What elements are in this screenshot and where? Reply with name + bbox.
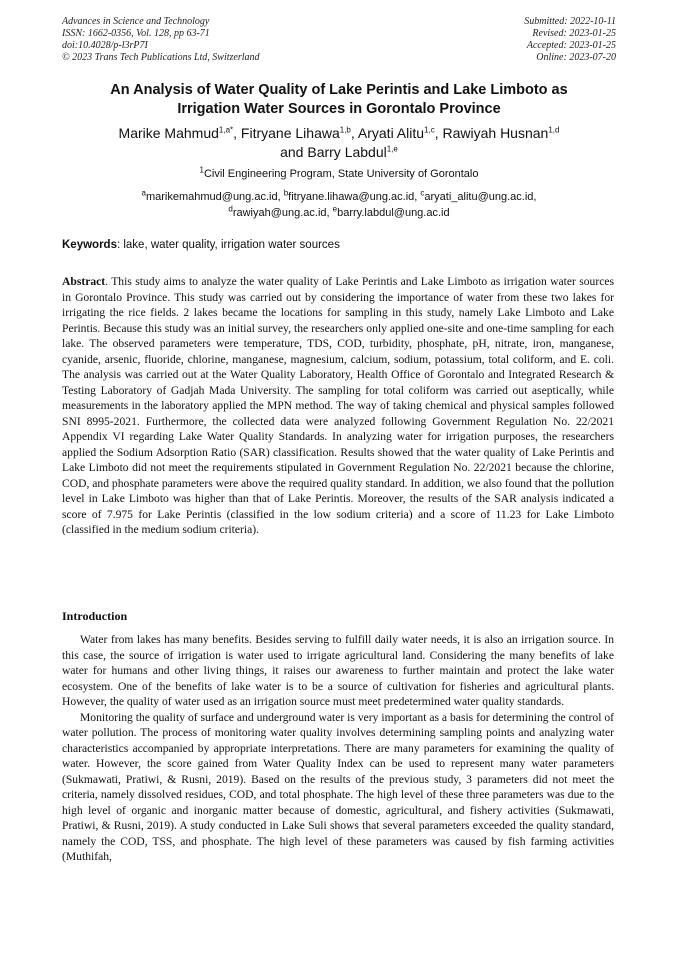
- abstract-label: Abstract: [62, 275, 106, 288]
- affiliation-sup: 1: [199, 165, 204, 175]
- email-sup: c: [420, 188, 425, 198]
- journal-doi: doi:10.4028/p-l3rP7I: [62, 40, 148, 51]
- author-sup: 1,b: [339, 125, 351, 135]
- author-sup: 1,c: [424, 125, 435, 135]
- author-name: Aryati Alitu: [357, 125, 425, 141]
- author-name: Rawiyah Husnan: [442, 125, 549, 141]
- title-line-2: Irrigation Water Sources in Gorontalo Province: [177, 101, 501, 117]
- journal-copyright: © 2023 Trans Tech Publications Ltd, Switzerland: [62, 52, 260, 63]
- author-name: Marike Mahmud: [118, 125, 219, 141]
- author-sup: 1,e: [386, 144, 398, 154]
- author-list: Marike Mahmud$^{1,a*}$, Fitryane Lihawa$^{1,b}$, Aryati Alitu$^{1,c}$, Rawiyah Husnan$^{1,d}$ and Barry Labdul$^{1,e}$: [118, 125, 560, 160]
- keywords-text: : lake, water quality, irrigation water sources: [116, 239, 340, 251]
- introduction-heading: Introduction: [62, 609, 128, 623]
- email-link[interactable]: aryati_alitu@ung.ac.id,: [424, 191, 537, 203]
- paragraph: Monitoring the quality of surface and underground water is very important as a basis for determining the control of water pollution. The process of monitoring water quality involves determining sampling points and analyzing water characteristics accompanied by appropriate interpretations. There are many parameters for examining the quality of water. However, the score gained from Water Quality Index can be used to represent many water parameters (Sukmawati, Pratiwi, & Rusni, 2019). Based on the results of the previous study, 3 parameters did not meet the criteria, namely dissolved residues, COD, and total phosphate. The high level of these three parameters was due to the high level of organic and inorganic matter because of domestic, agricultural, and fishery activities (Sukmawati, Pratiwi, & Rusni, 2019). A study conducted in Lake Suli shows that several parameters exceeded the quality standard, namely the COD, TSS, and phosphate. The high level of these parameters was caused by fish farming activities (Muthifah,: [62, 710, 614, 863]
- date-revised: Revised: 2023-01-25: [532, 28, 616, 39]
- date-submitted: Submitted: 2022-10-11: [524, 16, 616, 27]
- journal-header-left: [62, 16, 260, 64]
- paper-title: [62, 81, 616, 119]
- date-accepted: Accepted: 2023-01-25: [526, 40, 616, 51]
- author-emails: [62, 189, 616, 221]
- affiliation-text: Civil Engineering Program, State University of Gorontalo: [203, 168, 479, 180]
- abstract-text: . This study aims to analyze the water quality of Lake Perintis and Lake Limboto as irrigation water sources in Gorontalo Province. This study was carried out by considering the importance of water from these two lakes for irrigating the rice fields. 2 lakes became the locations for sampling in this study, namely Lake Limboto and Lake Perintis. Because this study was an initial survey, the researchers only applied one-site and one-time sampling for each lake. The observed parameters were temperature, TDS, COD, turbidity, phosphate, pH, nitrate, iron, manganese, cyanide, arsenic, fluoride, chlorine, manganese, magnesium, calcium, sodium, potassium, total coliform, and E. coli. The analysis was carried out at the Water Quality Laboratory, Health Office of Gorontalo and Integrated Research & Testing Laboratory of Gadjah Mada University. The sampling for total coliform was carried out aseptically, while measurements in the laboratory applied the MPN method. The way of taking chemical and physical samples followed SNI 8995-2021. Furthermore, the collected data were analyzed following Government Regulation No. 22/2021 Appendix VI regarding Lake Water Quality Standards. In analyzing water for irrigation purposes, the researchers applied the Sodium Adsorption Ratio (SAR) classification. Results showed that the water quality of Lake Perintis and Lake Limboto did not meet the requirements stipulated in Government Regulation No. 22/2021 because the chlorine, COD, and phosphate parameters were above the required quality standard. In addition, we also found that the pollution level in Lake Limboto was higher than that of Lake Perintis. Moreover, the results of the SAR analysis indicated a score of 7.975 for Lake Perintis (classified in the low sodium criteria) and a score of 11.23 for Lake Limboto (classified in the medium sodium criteria).: [62, 275, 614, 536]
- affiliation: [62, 167, 616, 181]
- author-name: Barry Labdul: [307, 144, 387, 160]
- email-link[interactable]: marikemahmud@ung.ac.id,: [145, 191, 281, 203]
- introduction-body: [62, 632, 614, 865]
- email-sup: a: [141, 188, 146, 198]
- title-line-1: An Analysis of Water Quality of Lake Perintis and Lake Limboto as: [110, 82, 568, 98]
- email-link[interactable]: barry.labdul@ung.ac.id: [337, 207, 450, 219]
- author-name: Fitryane Lihawa: [240, 125, 340, 141]
- keywords: [62, 238, 616, 252]
- email-sup: e: [332, 204, 338, 214]
- author-sup: 1,d: [548, 125, 560, 135]
- keywords-label: Keywords: [62, 239, 117, 251]
- journal-issn: ISSN: 1662-0356, Vol. 128, pp 63-71: [62, 28, 210, 39]
- email-sup: b: [283, 188, 289, 198]
- journal-name: Advances in Science and Technology: [62, 16, 210, 27]
- journal-header-right: [524, 16, 616, 64]
- email-sup: d: [228, 204, 233, 214]
- date-online: Online: 2023-07-20: [536, 52, 616, 63]
- email-link[interactable]: fitryane.lihawa@ung.ac.id,: [288, 191, 418, 203]
- author-and: and: [280, 144, 304, 160]
- abstract: [62, 274, 614, 538]
- email-link[interactable]: rawiyah@ung.ac.id,: [232, 207, 330, 219]
- author-sup: 1,a*: [218, 125, 234, 135]
- paragraph: Water from lakes has many benefits. Besides serving to fulfill daily water needs, it is also an irrigation source. In this case, the source of irrigation is water used to irrigate agricultural land. Considering the many benefits of lake water for humans and other living things, it raises our awareness to further maintain and protect the lake water ecosystem. One of the benefits of lake water is to be a source of cultivation for fisheries and agricultural plants. However, the quality of water used as an irrigation source must meet predetermined water quality standards.: [62, 633, 614, 708]
